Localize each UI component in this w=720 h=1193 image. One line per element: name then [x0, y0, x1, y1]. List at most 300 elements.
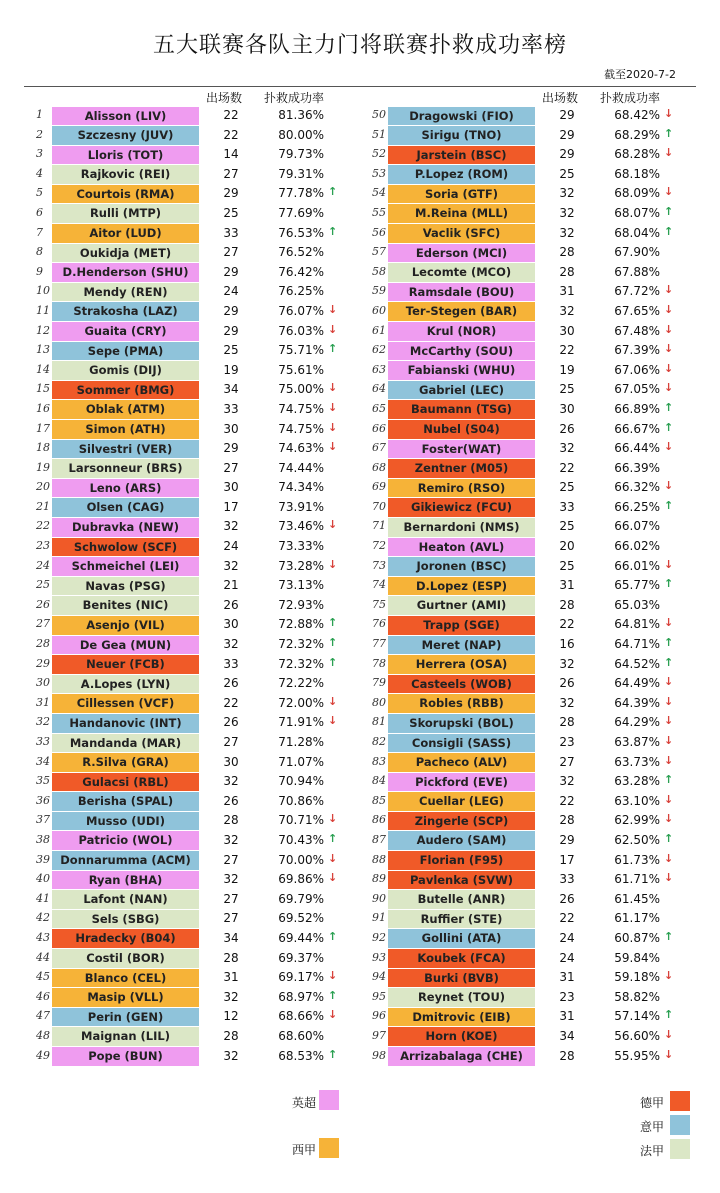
save-rate: 73.33%	[278, 539, 324, 554]
trend-down-icon: ↓	[328, 518, 338, 532]
ranking-row	[36, 400, 356, 420]
goalkeeper-name: Oukidja (MET)	[52, 244, 199, 263]
save-rate: 64.52%	[614, 656, 660, 671]
goalkeeper-name: Ryan (BHA)	[52, 871, 199, 890]
goalkeeper-name: Baumann (TSG)	[388, 400, 535, 419]
rank-number: 1	[36, 108, 43, 121]
rank-number: 48	[36, 1028, 50, 1042]
goalkeeper-name: Gomis (DIJ)	[52, 361, 199, 380]
save-rate: 66.32%	[614, 480, 660, 495]
save-rate: 67.72%	[614, 284, 660, 299]
cutoff-date: 截至2020-7-2	[604, 68, 676, 81]
ranking-row	[372, 792, 692, 812]
rank-number: 78	[372, 656, 386, 670]
ranking-row	[372, 655, 692, 675]
save-rate: 67.05%	[614, 382, 660, 397]
ranking-row	[36, 420, 356, 440]
save-rate: 79.31%	[278, 166, 324, 181]
rank-number: 83	[372, 754, 386, 768]
trend-up-icon: ↑	[664, 400, 674, 414]
goalkeeper-name: Neuer (FCB)	[52, 655, 199, 674]
trend-down-icon: ↓	[664, 557, 674, 571]
save-rate: 62.50%	[614, 832, 660, 847]
appearances: 33	[223, 401, 239, 416]
save-rate: 66.25%	[614, 499, 660, 514]
goalkeeper-name: Ederson (MCI)	[388, 244, 535, 263]
save-rate: 74.75%	[278, 421, 324, 436]
goalkeeper-name: Strakosha (LAZ)	[52, 302, 199, 321]
goalkeeper-name: Larsonneur (BRS)	[52, 459, 199, 478]
ranking-row	[36, 655, 356, 675]
goalkeeper-name: P.Lopez (ROM)	[388, 165, 535, 184]
appearances: 22	[223, 127, 239, 142]
appearances: 30	[559, 401, 575, 416]
goalkeeper-name: Pavlenka (SVW)	[388, 871, 535, 890]
rank-number: 74	[372, 578, 386, 592]
appearances: 16	[559, 637, 575, 652]
appearances: 26	[223, 597, 239, 612]
ranking-row	[36, 243, 356, 263]
save-rate: 74.63%	[278, 441, 324, 456]
save-rate: 68.04%	[614, 225, 660, 240]
ranking-row	[372, 949, 692, 969]
trend-down-icon: ↓	[664, 283, 674, 297]
save-rate: 72.88%	[278, 617, 324, 632]
rank-number: 52	[372, 147, 386, 161]
ranking-row	[36, 596, 356, 616]
rank-number: 5	[36, 186, 43, 200]
ranking-row	[372, 184, 692, 204]
trend-down-icon: ↓	[328, 694, 338, 708]
rank-number: 29	[36, 656, 50, 670]
ranking-row	[36, 949, 356, 969]
ranking-row	[36, 988, 356, 1008]
save-rate: 73.91%	[278, 499, 324, 514]
ranking-row	[36, 733, 356, 753]
ranking-row	[36, 459, 356, 479]
save-rate: 77.69%	[278, 205, 324, 220]
save-rate: 67.90%	[614, 245, 660, 260]
save-rate: 66.67%	[614, 421, 660, 436]
rank-number: 80	[372, 695, 386, 709]
rank-number: 25	[36, 578, 50, 592]
save-rate: 64.71%	[614, 637, 660, 652]
ranking-row	[372, 909, 692, 929]
rank-number: 86	[372, 813, 386, 827]
goalkeeper-name: Casteels (WOB)	[388, 675, 535, 694]
trend-down-icon: ↓	[664, 146, 674, 160]
rank-number: 89	[372, 872, 386, 886]
goalkeeper-name: Cuellar (LEG)	[388, 792, 535, 811]
ranking-row	[36, 870, 356, 890]
legend-swatch-serie-a	[670, 1115, 690, 1135]
goalkeeper-name: Skorupski (BOL)	[388, 714, 535, 733]
save-rate: 76.03%	[278, 323, 324, 338]
save-rate: 72.32%	[278, 637, 324, 652]
save-rate: 66.07%	[614, 519, 660, 534]
goalkeeper-name: Trapp (SGE)	[388, 616, 535, 635]
goalkeeper-name: Dmitrovic (EIB)	[388, 1008, 535, 1027]
goalkeeper-name: Sels (SBG)	[52, 910, 199, 929]
rank-number: 50	[372, 108, 386, 121]
save-rate: 63.28%	[614, 774, 660, 789]
trend-down-icon: ↓	[328, 400, 338, 414]
goalkeeper-name: Asenjo (VIL)	[52, 616, 199, 635]
goalkeeper-name: Szczesny (JUV)	[52, 126, 199, 145]
rank-number: 4	[36, 166, 43, 180]
ranking-row	[372, 204, 692, 224]
trend-up-icon: ↑	[328, 988, 338, 1002]
ranking-row	[372, 753, 692, 773]
appearances: 30	[223, 480, 239, 495]
goalkeeper-name: Patricio (WOL)	[52, 831, 199, 850]
goalkeeper-name: Remiro (RSO)	[388, 479, 535, 498]
appearances: 24	[559, 950, 575, 965]
trend-down-icon: ↓	[664, 694, 674, 708]
ranking-row	[36, 929, 356, 949]
ranking-row	[36, 282, 356, 302]
save-rate: 66.89%	[614, 401, 660, 416]
trend-down-icon: ↓	[328, 812, 338, 826]
appearances: 33	[223, 225, 239, 240]
ranking-row	[372, 557, 692, 577]
appearances: 32	[223, 872, 239, 887]
appearances: 32	[559, 774, 575, 789]
ranking-row	[36, 909, 356, 929]
ranking-row	[372, 400, 692, 420]
goalkeeper-name: Berisha (SPAL)	[52, 792, 199, 811]
save-rate: 73.28%	[278, 558, 324, 573]
goalkeeper-name: McCarthy (SOU)	[388, 342, 535, 361]
trend-up-icon: ↑	[328, 185, 338, 199]
goalkeeper-name: Courtois (RMA)	[52, 185, 199, 204]
save-rate: 73.13%	[278, 578, 324, 593]
appearances: 22	[559, 460, 575, 475]
trend-up-icon: ↑	[328, 224, 338, 238]
ranking-row	[372, 243, 692, 263]
save-rate: 75.61%	[278, 362, 324, 377]
appearances: 28	[559, 813, 575, 828]
goalkeeper-name: Alisson (LIV)	[52, 107, 199, 126]
save-rate: 65.77%	[614, 578, 660, 593]
goalkeeper-name: D.Henderson (SHU)	[52, 263, 199, 282]
save-rate: 68.60%	[278, 1028, 324, 1043]
appearances: 32	[223, 637, 239, 652]
goalkeeper-name: Schmeichel (LEI)	[52, 557, 199, 576]
trend-up-icon: ↑	[664, 420, 674, 434]
column-header	[36, 89, 356, 106]
trend-down-icon: ↓	[328, 851, 338, 865]
rank-number: 31	[36, 695, 50, 709]
trend-down-icon: ↓	[664, 107, 674, 120]
ranking-row	[372, 1047, 692, 1067]
rank-number: 21	[36, 499, 50, 513]
ranking-row	[372, 851, 692, 871]
rank-number: 95	[372, 989, 386, 1003]
goalkeeper-name: Herrera (OSA)	[388, 655, 535, 674]
goalkeeper-name: Aitor (LUD)	[52, 224, 199, 243]
appearances: 22	[223, 695, 239, 710]
trend-down-icon: ↓	[664, 753, 674, 767]
appearances: 27	[223, 911, 239, 926]
rank-number: 58	[372, 264, 386, 278]
save-rate: 68.66%	[278, 1009, 324, 1024]
goalkeeper-name: Sirigu (TNO)	[388, 126, 535, 145]
ranking-row	[372, 1027, 692, 1047]
ranking-row	[372, 929, 692, 949]
rank-number: 46	[36, 989, 50, 1003]
save-rate: 75.00%	[278, 382, 324, 397]
goalkeeper-name: Horn (KOE)	[388, 1027, 535, 1046]
legend-label-bundesliga: 德甲	[640, 1096, 665, 1110]
rank-number: 53	[372, 166, 386, 180]
appearances: 32	[223, 1048, 239, 1063]
goalkeeper-name: D.Lopez (ESP)	[388, 577, 535, 596]
goalkeeper-name: Heaton (AVL)	[388, 538, 535, 557]
appearances: 25	[559, 480, 575, 495]
legend-swatch-bundesliga	[670, 1091, 690, 1111]
appearances: 31	[559, 1009, 575, 1024]
rank-number: 96	[372, 1009, 386, 1023]
trend-up-icon: ↑	[328, 616, 338, 630]
ranking-row	[372, 420, 692, 440]
save-rate: 76.25%	[278, 284, 324, 299]
save-rate: 67.39%	[614, 343, 660, 358]
save-rate: 64.39%	[614, 695, 660, 710]
appearances: 32	[223, 989, 239, 1004]
ranking-row	[372, 322, 692, 342]
goalkeeper-name: Maignan (LIL)	[52, 1027, 199, 1046]
ranking-row	[372, 831, 692, 851]
appearances: 29	[559, 127, 575, 142]
trend-down-icon: ↓	[328, 1008, 338, 1022]
rank-number: 91	[372, 911, 386, 925]
appearances: 30	[223, 421, 239, 436]
rank-number: 18	[36, 441, 50, 455]
legend-swatch-epl	[319, 1090, 339, 1110]
rank-number: 36	[36, 793, 50, 807]
goalkeeper-name: Masip (VLL)	[52, 988, 199, 1007]
appearances: 25	[559, 382, 575, 397]
save-rate: 77.78%	[278, 186, 324, 201]
goalkeeper-name: Mandanda (MAR)	[52, 734, 199, 753]
ranking-row	[36, 890, 356, 910]
save-rate: 74.34%	[278, 480, 324, 495]
goalkeeper-name: Sepe (PMA)	[52, 342, 199, 361]
rank-number: 22	[36, 519, 50, 533]
goalkeeper-name: Lloris (TOT)	[52, 146, 199, 165]
save-rate: 80.00%	[278, 127, 324, 142]
save-rate: 69.44%	[278, 930, 324, 945]
trend-up-icon: ↑	[664, 126, 674, 140]
goalkeeper-name: Koubek (FCA)	[388, 949, 535, 968]
ranking-row	[372, 263, 692, 283]
ranking-row	[36, 694, 356, 714]
save-rate: 58.82%	[614, 989, 660, 1004]
goalkeeper-name: Audero (SAM)	[388, 831, 535, 850]
appearances: 24	[559, 930, 575, 945]
rank-number: 88	[372, 852, 386, 866]
goalkeeper-name: Hradecky (B04)	[52, 929, 199, 948]
save-rate: 70.43%	[278, 832, 324, 847]
goalkeeper-name: Florian (F95)	[388, 851, 535, 870]
ranking-row	[36, 1047, 356, 1067]
save-rate: 75.71%	[278, 343, 324, 358]
rank-number: 32	[36, 715, 50, 729]
rank-number: 66	[372, 421, 386, 435]
appearances: 21	[223, 578, 239, 593]
ranking-row	[372, 635, 692, 655]
goalkeeper-name: Ter-Stegen (BAR)	[388, 302, 535, 321]
appearances: 34	[559, 1028, 575, 1043]
save-rate: 68.97%	[278, 989, 324, 1004]
appearances: 32	[559, 225, 575, 240]
rank-number: 56	[372, 225, 386, 239]
column-header	[372, 89, 692, 106]
goalkeeper-name: M.Reina (MLL)	[388, 204, 535, 223]
save-rate: 76.07%	[278, 303, 324, 318]
rank-number: 16	[36, 401, 50, 415]
appearances: 22	[559, 343, 575, 358]
appearances: 30	[223, 754, 239, 769]
save-rate: 72.22%	[278, 676, 324, 691]
goalkeeper-name: Rulli (MTP)	[52, 204, 199, 223]
trend-up-icon: ↑	[664, 655, 674, 669]
rank-number: 40	[36, 872, 50, 886]
ranking-row	[372, 478, 692, 498]
ranking-row	[36, 145, 356, 165]
appearances: 32	[223, 774, 239, 789]
goalkeeper-name: Vaclik (SFC)	[388, 224, 535, 243]
goalkeeper-name: Mendy (REN)	[52, 283, 199, 302]
rank-number: 54	[372, 186, 386, 200]
goalkeeper-name: Handanovic (INT)	[52, 714, 199, 733]
rank-number: 97	[372, 1028, 386, 1042]
appearances: 28	[559, 597, 575, 612]
appearances: 28	[559, 264, 575, 279]
goalkeeper-name: Pickford (EVE)	[388, 773, 535, 792]
trend-down-icon: ↓	[328, 302, 338, 316]
save-rate: 61.71%	[614, 872, 660, 887]
trend-up-icon: ↑	[328, 929, 338, 943]
goalkeeper-name: Blanco (CEL)	[52, 969, 199, 988]
rank-number: 67	[372, 441, 386, 455]
rank-number: 75	[372, 597, 386, 611]
trend-down-icon: ↓	[328, 557, 338, 571]
appearances: 25	[223, 205, 239, 220]
ranking-row	[36, 772, 356, 792]
trend-up-icon: ↑	[664, 1008, 674, 1022]
save-rate: 73.46%	[278, 519, 324, 534]
save-rate: 56.60%	[614, 1028, 660, 1043]
rank-number: 82	[372, 735, 386, 748]
goalkeeper-name: Lecomte (MCO)	[388, 263, 535, 282]
rank-number: 55	[372, 205, 386, 219]
rank-number: 11	[36, 303, 50, 317]
goalkeeper-name: Burki (BVB)	[388, 969, 535, 988]
legend-label-liga: 西甲	[292, 1143, 317, 1157]
ranking-row	[372, 126, 692, 146]
rank-number: 27	[36, 617, 50, 631]
ranking-row	[372, 968, 692, 988]
rank-number: 87	[372, 832, 386, 846]
save-rate: 69.17%	[278, 970, 324, 985]
goalkeeper-name: Pacheco (ALV)	[388, 753, 535, 772]
trend-down-icon: ↓	[664, 792, 674, 806]
goalkeeper-name: Oblak (ATM)	[52, 400, 199, 419]
ranking-row	[372, 811, 692, 831]
goalkeeper-name: Dubravka (NEW)	[52, 518, 199, 537]
save-rate: 68.09%	[614, 186, 660, 201]
trend-down-icon: ↓	[664, 479, 674, 493]
header-apps: 出场数	[542, 91, 579, 105]
save-rate: 60.87%	[614, 930, 660, 945]
rank-number: 19	[36, 460, 50, 474]
goalkeeper-name: Costil (BOR)	[52, 949, 199, 968]
appearances: 32	[559, 656, 575, 671]
appearances: 29	[223, 264, 239, 279]
goalkeeper-name: Pope (BUN)	[52, 1047, 199, 1066]
trend-up-icon: ↑	[664, 929, 674, 943]
trend-up-icon: ↑	[664, 773, 674, 787]
goalkeeper-name: Gabriel (LEC)	[388, 381, 535, 400]
ranking-row	[36, 439, 356, 459]
rank-number: 85	[372, 793, 386, 807]
ranking-row	[36, 322, 356, 342]
header-rule	[24, 86, 696, 87]
legend-swatch-ligue-1	[670, 1139, 690, 1159]
ranking-row	[372, 302, 692, 322]
appearances: 27	[223, 891, 239, 906]
ranking-row	[372, 1007, 692, 1027]
appearances: 33	[559, 872, 575, 887]
ranking-row	[36, 1007, 356, 1027]
save-rate: 67.65%	[614, 303, 660, 318]
rank-number: 77	[372, 637, 386, 651]
header-apps: 出场数	[206, 91, 243, 105]
save-rate: 68.07%	[614, 205, 660, 220]
trend-down-icon: ↓	[664, 675, 674, 689]
appearances: 25	[559, 558, 575, 573]
save-rate: 69.86%	[278, 872, 324, 887]
legend-label-ligue-1: 法甲	[640, 1144, 665, 1158]
rank-number: 20	[36, 480, 50, 494]
appearances: 19	[223, 362, 239, 377]
ranking-row	[36, 831, 356, 851]
goalkeeper-name: Zingerle (SCP)	[388, 812, 535, 831]
save-rate: 61.73%	[614, 852, 660, 867]
goalkeeper-name: Perin (GEN)	[52, 1008, 199, 1027]
appearances: 17	[223, 499, 239, 514]
trend-down-icon: ↓	[664, 851, 674, 865]
trend-down-icon: ↓	[664, 440, 674, 454]
appearances: 20	[559, 539, 575, 554]
ranking-row	[372, 772, 692, 792]
rank-number: 60	[372, 303, 386, 317]
trend-up-icon: ↑	[328, 831, 338, 845]
appearances: 28	[223, 950, 239, 965]
save-rate: 65.03%	[614, 597, 660, 612]
ranking-row	[372, 106, 692, 126]
ranking-row	[372, 439, 692, 459]
ranking-row	[36, 537, 356, 557]
ranking-row	[372, 145, 692, 165]
ranking-row	[36, 576, 356, 596]
ranking-row	[36, 517, 356, 537]
rank-number: 79	[372, 676, 386, 690]
goalkeeper-name: Navas (PSG)	[52, 577, 199, 596]
ranking-row	[372, 713, 692, 733]
